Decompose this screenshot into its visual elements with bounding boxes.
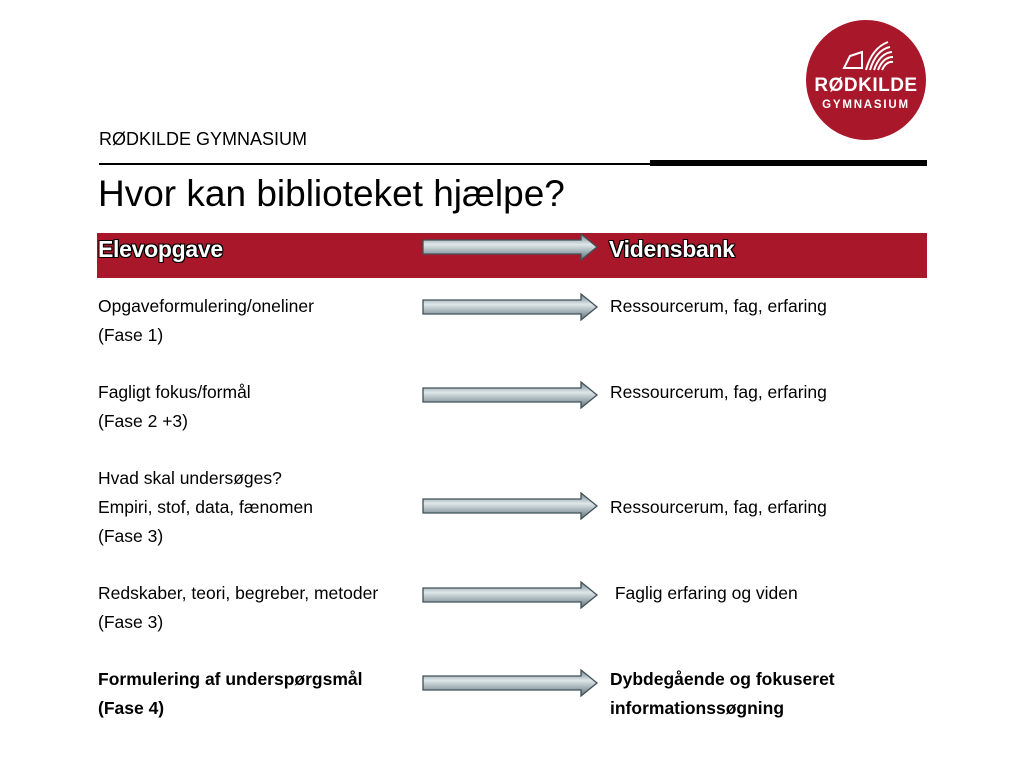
table-header-right: Vidensbank xyxy=(609,236,735,262)
resource-item-5-line-1: Dybdegående og fokuseret xyxy=(610,669,835,689)
arrow-icon xyxy=(421,492,599,520)
logo-line-2: GYMNASIUM xyxy=(822,99,910,111)
task-item-2-line-1: Fagligt fokus/formål xyxy=(98,382,251,402)
arrow-icon xyxy=(421,381,599,409)
resource-item-2: Ressourcerum, fag, erfaring xyxy=(610,382,827,402)
arrow-icon xyxy=(421,669,599,697)
resource-item-5-line-2: informationssøgning xyxy=(610,698,785,718)
task-item-5-line-1: Formulering af underspørgsmål xyxy=(98,669,363,689)
task-item-1-line-1: Opgaveformulering/oneliner xyxy=(98,296,314,316)
task-item-1-line-2: (Fase 1) xyxy=(98,325,164,345)
arrow-icon xyxy=(421,233,599,261)
task-item-3-line-3: (Fase 3) xyxy=(98,526,164,546)
task-item-5-line-2: (Fase 4) xyxy=(98,698,165,718)
arrow-icon xyxy=(421,581,599,609)
header-divider-accent xyxy=(650,160,927,166)
arrow-icon xyxy=(421,293,599,321)
brand-name: RØDKILDE GYMNASIUM xyxy=(99,129,308,149)
resource-item-3: Ressourcerum, fag, erfaring xyxy=(610,497,827,517)
resource-item-1: Ressourcerum, fag, erfaring xyxy=(610,296,827,316)
task-item-4-line-1: Redskaber, teori, begreber, metoder xyxy=(98,583,379,603)
table-header-left: Elevopgave xyxy=(98,236,223,262)
page-title: Hvor kan biblioteket hjælpe? xyxy=(98,173,565,214)
school-logo xyxy=(806,20,926,140)
task-item-3-line-1: Hvad skal undersøges? xyxy=(98,468,282,488)
task-item-2-line-2: (Fase 2 +3) xyxy=(98,411,188,431)
task-item-4-line-2: (Fase 3) xyxy=(98,612,164,632)
task-item-3-line-2: Empiri, stof, data, fænomen xyxy=(98,497,313,517)
logo-line-1: RØDKILDE xyxy=(814,75,918,96)
resource-item-4: Faglig erfaring og viden xyxy=(610,583,798,603)
